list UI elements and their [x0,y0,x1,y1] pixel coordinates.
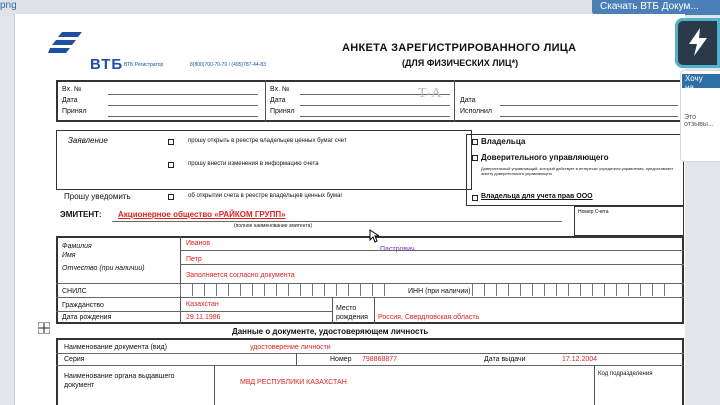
inn-label: ИНН (при наличии) [408,288,471,295]
emitent-value: Акционерное общество «РАЙКОМ ГРУПП» [118,210,286,219]
trustee-note: Доверительный управляющий, который действует в интересах учредителя управления, предоставляет анкету доверительного управляющего [481,166,674,176]
inn-cells[interactable] [472,284,676,296]
number-value[interactable]: 798868877 [362,356,398,363]
file-link[interactable]: png [0,0,17,11]
request2-text: прошу внести изменения в информацию счета [188,161,319,167]
reg1-num: Вх. № [62,86,82,93]
code-label: Код подразделения [598,371,653,377]
logo-name: ВТБ [90,56,124,73]
nominee-label: Владельца для учета прав ООО [481,193,593,200]
account-number-label: Номер Счета [578,209,609,215]
doc-type-label: Наименование документа (вид) [64,344,167,351]
emitent-hint: (полное наименование эмитента) [234,223,313,229]
notify-text: об открытии счета в реестре владельцев ценных бумаг [188,193,343,199]
issuer-label: Наименование органа выдавшего документ [64,373,175,389]
owner-checkbox[interactable] [472,139,478,145]
request2-checkbox[interactable] [168,162,174,168]
reg1-accepted: Принял [62,108,87,115]
notify-label: Прошу уведомить [64,192,131,201]
text-cursor-icon [369,229,379,243]
birthplace-label: Место рождения [336,305,368,321]
request1-checkbox[interactable] [168,139,174,145]
reg2-date: Дата [270,97,286,104]
owner-label: Владельца [481,137,526,146]
reg1-date: Дата [62,97,78,104]
form-subtitle: (ДЛЯ ФИЗИЧЕСКИХ ЛИЦ*) [402,58,519,68]
document-header: Данные о документе, удостоверяющем личность [232,327,429,336]
download-button[interactable]: Скачать ВТБ Докум... [592,0,720,15]
request1-text: прошу открыть в реестре владельцев ценных бумаг счет [188,138,347,144]
series-label: Серия [64,356,85,363]
side-tab[interactable]: Хочу на... [682,74,720,88]
issue-date-value[interactable]: 17.12.2004 [562,356,598,363]
trustee-label: Доверительного управляющего [481,153,609,162]
name-label: Имя [62,252,76,259]
logo-phone: 8(800)700-70-70 / (495)787-44-83 [190,62,266,68]
issue-date-label: Дата выдачи [484,356,526,363]
extension-badge[interactable] [675,18,720,68]
birthdate-value[interactable]: 29.11.1986 [186,314,221,321]
name-value[interactable]: Петр [186,256,202,263]
side-text: Это отзывы... [684,114,714,128]
issuer-value[interactable]: МВД РЕСПУБЛИКИ КАЗАХСТАН [240,379,347,386]
surname-label: Фамилия [62,243,92,250]
snils-cells[interactable] [180,284,396,296]
citizenship-value[interactable]: Казахстан [186,301,219,308]
doc-type-value[interactable]: удостоверение личности [250,344,331,351]
stamp-mark: Т-А [418,86,442,101]
move-handle-icon[interactable] [38,322,50,334]
number-label: Номер [330,356,352,363]
logo-subtitle: ВТБ Регистратор [124,62,164,68]
patronymic-value[interactable]: Заполняется согласно документа [186,272,295,279]
reg2-accepted: Принял [270,108,295,115]
applicant-label: Заявление [68,136,108,145]
citizenship-label: Гражданство [62,302,104,309]
reg3-executed: Исполнил [460,108,493,115]
reg2-num: Вх. № [270,86,290,93]
trustee-checkbox[interactable] [472,155,478,161]
surname-value[interactable]: Иванов [186,240,211,247]
reg3-date: Дата [460,97,476,104]
lightning-icon [685,26,711,58]
patronymic-label: Отчество (при наличии) [62,265,145,272]
nominee-checkbox[interactable] [472,195,478,201]
emitent-label: ЭМИТЕНТ: [60,210,102,219]
surname-hint: Пастрович [380,246,415,253]
birthdate-label: Дата рождения [62,314,112,321]
birthplace-value[interactable]: Россия, Свердловская область [378,314,480,321]
snils-label: СНИЛС [62,288,87,295]
form-title: АНКЕТА ЗАРЕГИСТРИРОВАННОГО ЛИЦА [342,42,577,54]
notify-checkbox[interactable] [168,194,174,200]
